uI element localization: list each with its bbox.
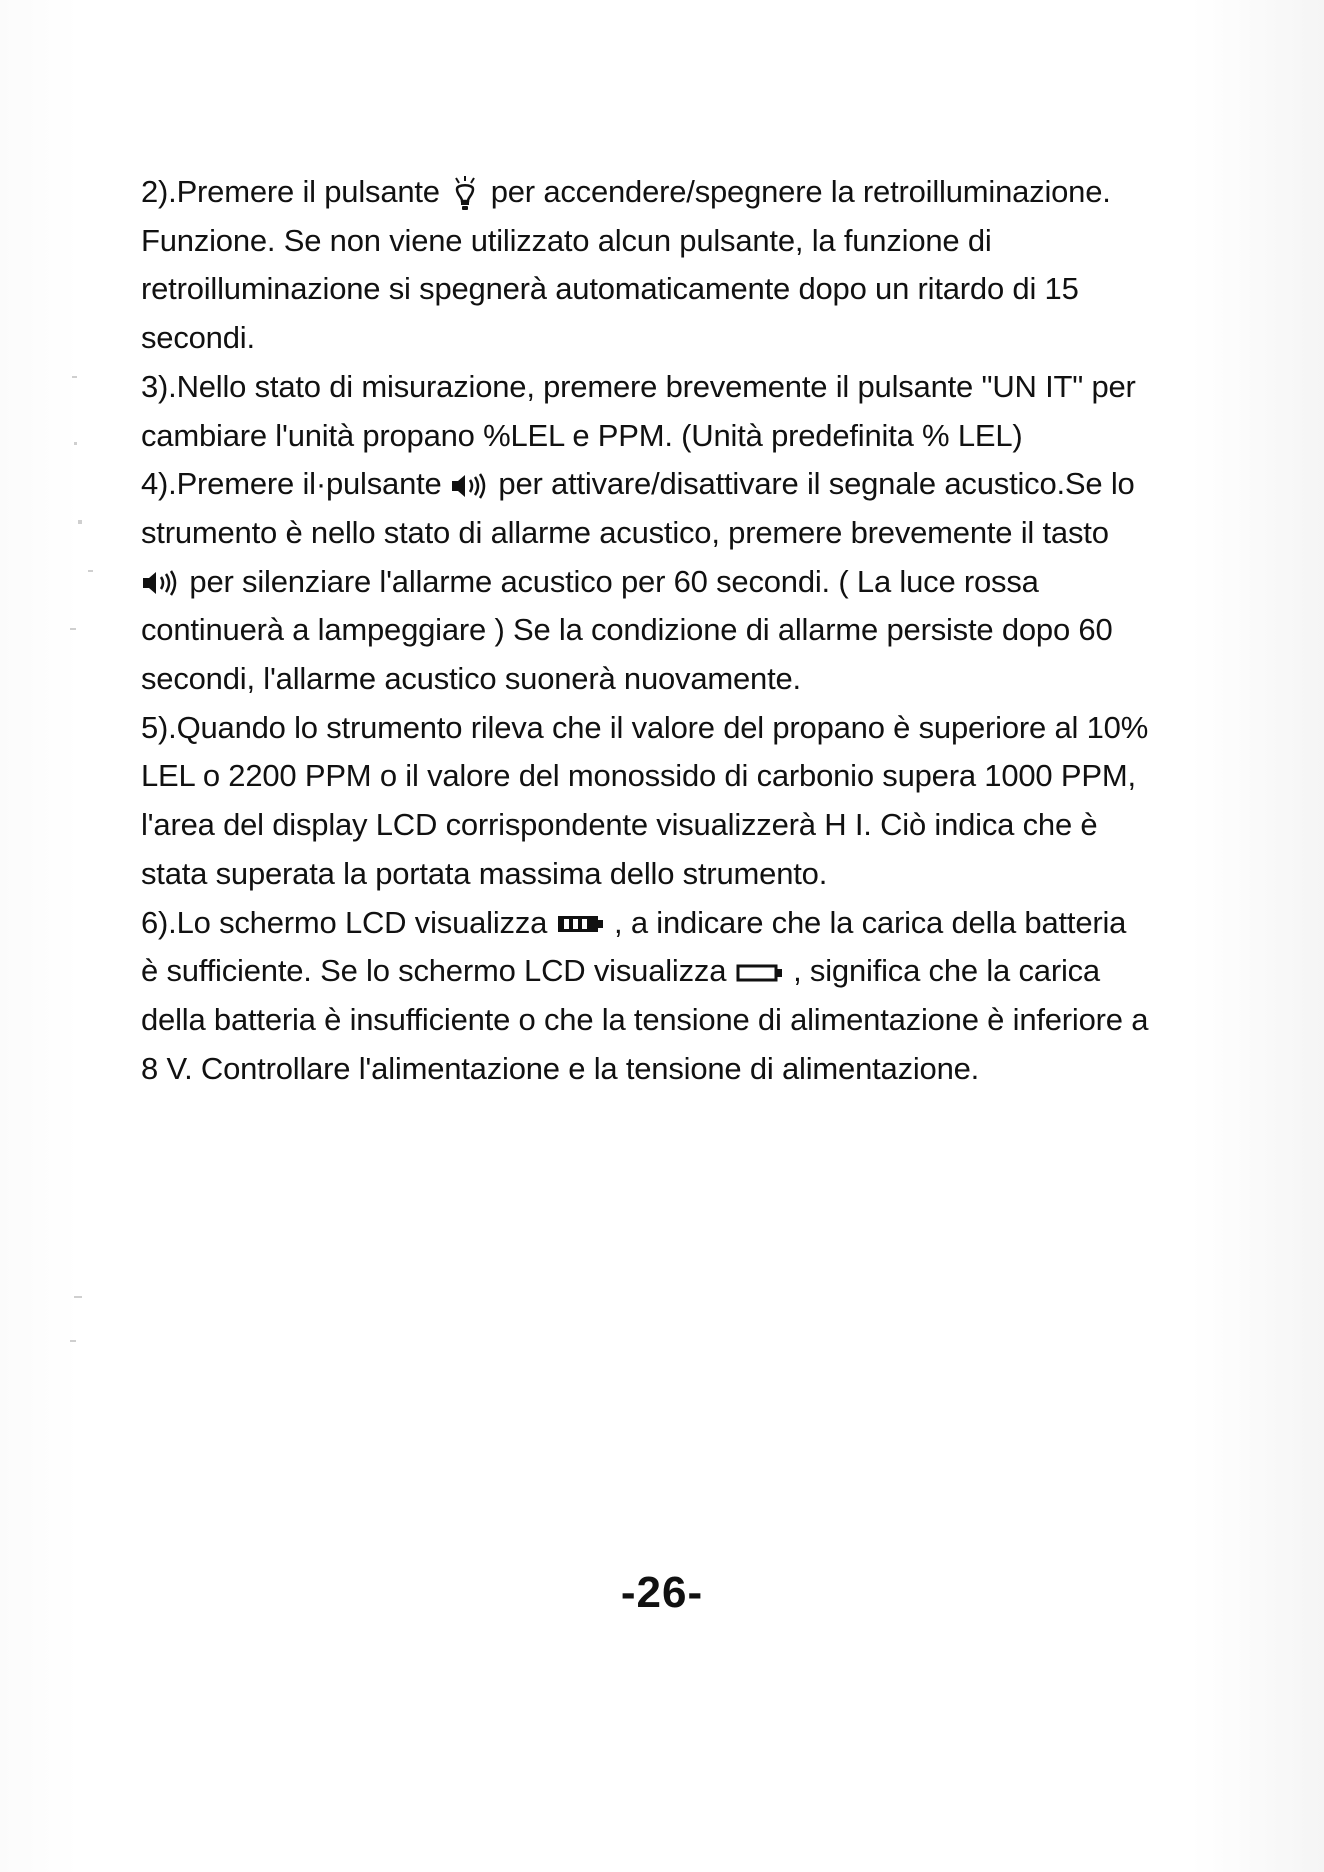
text-part: , significa che la carica della batteria è insufficiente o che la tensione di alimentazione è inferiore a 8 V. Controllare l'alimentazione e la tensione di alimentazione. — [141, 953, 1149, 1086]
instructions-text — [141, 168, 1151, 1093]
instruction-backlight — [141, 168, 1151, 363]
text-part: per accendere/spegnere la retroilluminazione. Funzione. Se non viene utilizzato alcun pulsante, la funzione di retroilluminazione si spegnerà automaticamente dopo un ritardo di 15 secondi. — [141, 174, 1111, 356]
text-part: 4).Premere il·pulsante — [141, 466, 442, 502]
text-part: 3).Nello stato di misurazione, premere brevemente il pulsante "UN IT" per cambiare l'unità propano %LEL e PPM. (Unità predefinita % LEL) — [141, 368, 1136, 453]
instruction-sound — [141, 460, 1151, 704]
backlight-bulb-icon[interactable] — [448, 175, 482, 213]
text-part: per silenziare l'allarme acustico per 60 secondi. ( La luce rossa continuerà a lampeggiare ) Se la condizione di allarme persiste dopo 60 secondi, l'allarme acustico suonerà nuovamente. — [141, 563, 1113, 697]
speaker-icon[interactable] — [141, 568, 181, 598]
battery-empty-icon — [735, 962, 785, 984]
text-part: , a indicare che la carica della batteria è sufficiente. Se lo schermo LCD visualizza — [141, 904, 1127, 989]
instruction-battery — [141, 899, 1151, 1094]
text-part: per attivare/disattivare il segnale acustico.Se lo strumento è nello stato di allarme acustico, premere brevemente il tasto — [141, 466, 1135, 550]
instruction-overrange — [141, 704, 1151, 899]
text-part: 5).Quando lo strumento rileva che il valore del propano è superiore al 10% LEL o 2200 PPM o il valore del monossido di carbonio supera 1000 PPM, l'area del display LCD corrispondente visualizzerà H I. Ciò indica che è stata superata la portata massima dello strumento. — [141, 709, 1149, 891]
instruction-unit — [141, 363, 1151, 460]
battery-full-icon — [556, 913, 606, 935]
text-part: 2).Premere il pulsante — [141, 174, 440, 209]
page-number: -26- — [620, 1568, 704, 1617]
speaker-icon[interactable] — [450, 471, 490, 501]
text-part: 6).Lo schermo LCD visualizza — [141, 904, 548, 940]
